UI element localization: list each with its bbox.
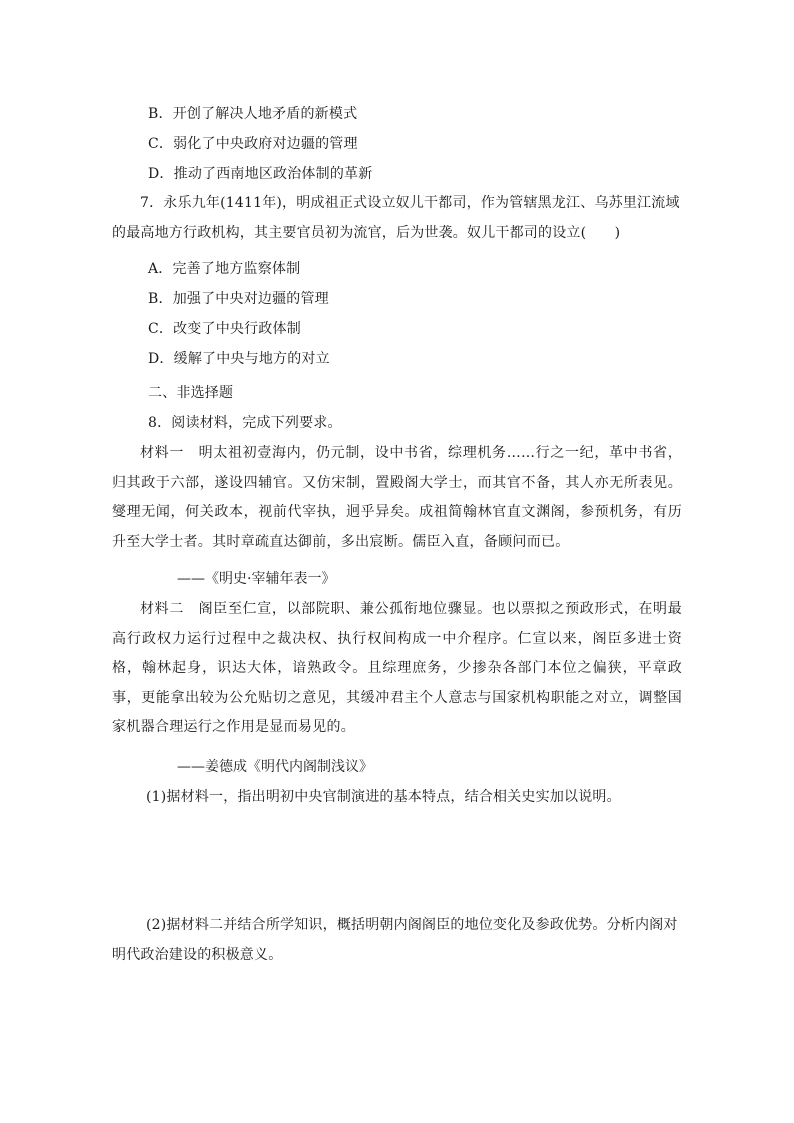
section-heading: 二、非选择题 (148, 385, 234, 401)
q6-option-c: C．弱化了中央政府对边疆的管理 (148, 136, 358, 152)
q8-material-1: 材料一 明太祖初壹海内，仍元制，设中书省，综理机务……行之一纪，革中书省，归其政于六部，遂设四辅官。又仿宋制，置殿阁大学士，而其官不备，其人亦无所表见。燮理无闻，何关政本，视前代宰执，迥乎异矣。成祖简翰林官直文渊阁，参预机务，有历升至大学士者。其时章疏直达御前，多出宸断。儒臣入直，备顾问而已。 (112, 445, 682, 550)
q6-option-d: D．推动了西南地区政治体制的革新 (148, 166, 373, 182)
q8-source-2: ——姜德成《明代内阁制浅议》 (177, 759, 373, 775)
q7-stem: 7．永乐九年(1411年)，明成祖正式设立奴儿干都司，作为管辖黑龙江、乌苏里江流域的最高地方行政机构，其主要官员初为流官，后为世袭。奴儿干都司的设立( ) (112, 195, 680, 241)
q7-option-b: B．加强了中央对边疆的管理 (148, 291, 329, 307)
q7-option-d: D．缓解了中央与地方的对立 (148, 351, 330, 367)
q7-option-c: C．改变了中央行政体制 (148, 321, 301, 337)
q6-option-b: B．开创了解决人地矛盾的新模式 (148, 106, 358, 122)
q8-material-2: 材料二 阁臣至仁宣，以部院职、兼公孤衔地位骤显。也以票拟之预政形式，在明最高行政权力运行过程中之裁决权、执行权间构成一中介程序。仁宣以来，阁臣多进士资格，翰林起身，识达大体，谙熟政令。且综理庶务，少掺杂各部门本位之偏狭，平章政事，更能拿出较为公允贴切之意见，其缓冲君主个人意志与国家机构职能之对立，调整国家机器合理运行之作用是显而易见的。 (112, 601, 682, 736)
q8-source-1: ——《明史·宰辅年表一》 (177, 571, 336, 587)
q7-option-a: A．完善了地方监察体制 (148, 261, 301, 277)
q8-subquestion-2: (2)据材料二并结合所学知识，概括明朝内阁阁臣的地位变化及参政优势。分析内阁对明代政治建设的积极意义。 (112, 917, 678, 963)
q8-subquestion-1: (1)据材料一，指出明初中央官制演进的基本特点，结合相关史实加以说明。 (146, 789, 621, 805)
q8-intro: 8．阅读材料，完成下列要求。 (148, 415, 342, 431)
